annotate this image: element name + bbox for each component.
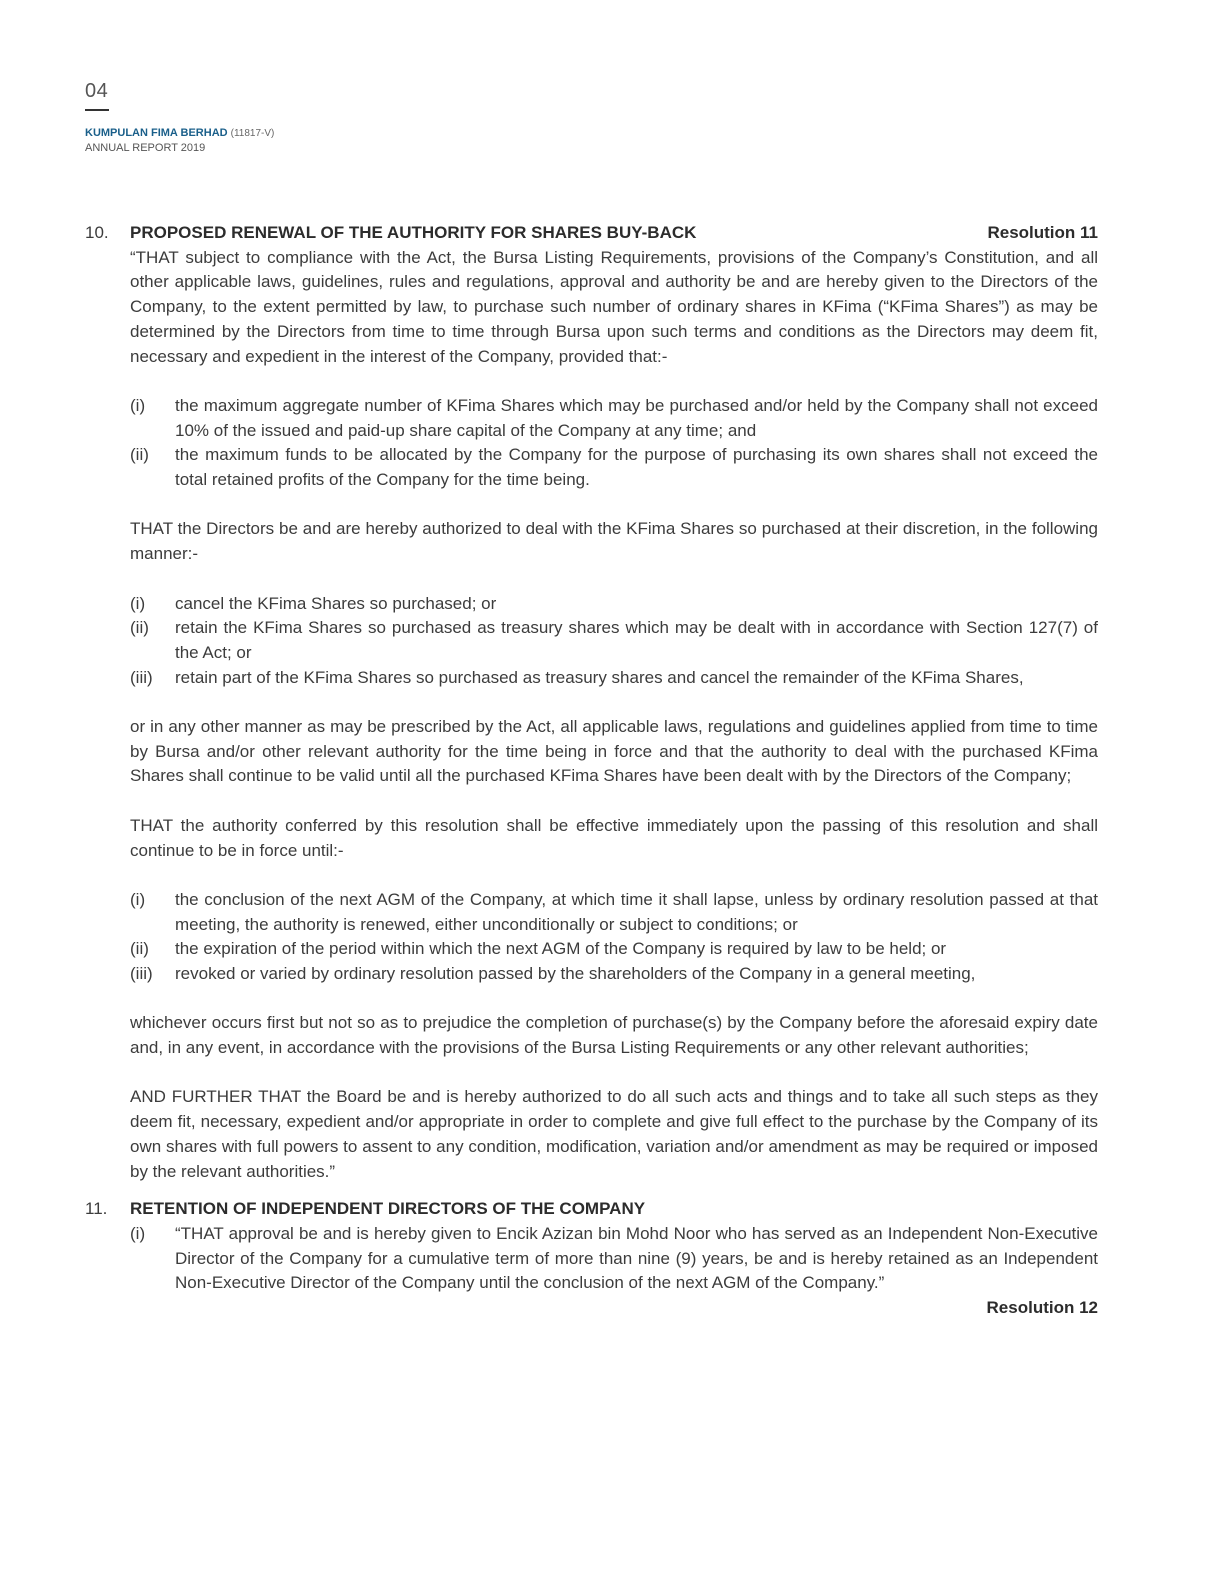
report-title: ANNUAL REPORT 2019 <box>85 142 206 154</box>
list-item-text: retain part of the KFima Shares so purchased as treasury shares and cancel the remainder of the KFima Shares, <box>175 667 1024 687</box>
list-item <box>130 592 1098 617</box>
list-item <box>130 937 1098 962</box>
list-item-number: (i) <box>130 395 146 415</box>
resolution-intro: “THAT subject to compliance with the Act, the Bursa Listing Requirements, provisions of the Company’s Constitution, and all other applicable laws, guidelines, rules and regulations, approval and authority be and are hereby given to the Directors of the Company, to the extent permitted by law, to purchase such number of ordinary shares in KFima (“KFima Shares”) as may be determined by the Directors from time to time through Bursa upon such terms and conditions as the Directors may deem fit, necessary and expedient in the interest of the Company, provided that:- <box>130 247 1098 366</box>
list-item-number: (ii) <box>130 445 149 465</box>
list-item <box>130 616 1098 665</box>
list-item-number: (iii) <box>130 964 153 983</box>
list-item-text: retain the KFima Shares so purchased as treasury shares which may be dealt with in accordance with Section 127(7) of the Act; or <box>175 618 1098 662</box>
item-number: 11. <box>85 1199 108 1219</box>
paragraph: or in any other manner as may be prescribed by the Act, all applicable laws, regulations and guidelines applied from time to time by Bursa and/or other relevant authority for the time being in force and that the authority to deal with the purchased KFima Shares shall continue to be valid until all the purchased KFima Shares have been dealt with by the Directors of the Company; <box>130 717 1098 786</box>
paragraph: THAT the authority conferred by this resolution shall be effective immediately upon the passing of this resolution and shall continue to be in force until:- <box>130 815 1098 860</box>
list-item-text: the expiration of the period within which the next AGM of the Company is required by law to be held; or <box>175 939 947 959</box>
company-name: KUMPULAN FIMA BERHAD <box>85 127 228 139</box>
list-item-number: (ii) <box>130 939 149 959</box>
paragraph: AND FURTHER THAT the Board be and is hereby authorized to do all such acts and things and to take all such steps as they deem fit, necessary, expedient and/or appropriate in order to complete and give full effect to the purchase by the Company of its own shares with full powers to assent to any condition, modification, variation and/or amendment as may be required or imposed by the relevant authorities.” <box>130 1087 1098 1181</box>
item-number: 10. <box>85 223 109 242</box>
list-item-text: the maximum aggregate number of KFima Shares which may be purchased and/or held by the Company shall not exceed 10% of the issued and paid-up share capital of the Company at any time; and <box>175 395 1098 440</box>
item-body <box>130 1197 1098 1321</box>
list-item-number: (i) <box>130 593 146 613</box>
list-item <box>130 443 1098 492</box>
list-item-text: “THAT approval be and is hereby given to Encik Azizan bin Mohd Noor who has served as an Independent Non-Executive Director of the Company for a cumulative term of more than nine (9) years, be and is hereby retained as an Independent Non-Executive Director of the Company until the conclusion of the next AGM of the Company.” <box>175 1224 1098 1293</box>
list-item <box>130 1222 1098 1296</box>
list-item-text: revoked or varied by ordinary resolution passed by the shareholders of the Company in a general meeting, <box>175 964 976 983</box>
paragraph: whichever occurs first but not so as to prejudice the completion of purchase(s) by the Company before the aforesaid expiry date and, in any event, in accordance with the provisions of the Bursa Listing Requirements or any other relevant authorities; <box>130 1013 1098 1058</box>
list-item-number: (ii) <box>130 618 149 638</box>
document-body <box>85 221 1098 1321</box>
item-heading <box>130 221 1098 246</box>
paragraph: THAT the Directors be and are hereby authorized to deal with the KFima Shares so purchased at their discretion, in the following manner:- <box>130 519 1098 564</box>
list-item-text: the conclusion of the next AGM of the Company, at which time it shall lapse, unless by ordinary resolution passed at that meeting, the authority is renewed, either unconditionally or subject to conditions; or <box>175 889 1098 934</box>
list-item <box>130 962 1098 987</box>
report-header <box>85 126 274 155</box>
resolution-label: Resolution 12 <box>986 1298 1098 1318</box>
list-item-number: (i) <box>130 1224 146 1243</box>
list-item-number: (iii) <box>130 667 153 687</box>
company-line <box>85 126 274 141</box>
list-item <box>130 666 1098 691</box>
resolution-label: Resolution 11 <box>987 223 1098 242</box>
page-number-rule <box>85 109 109 111</box>
list-item <box>130 394 1098 443</box>
item-title: PROPOSED RENEWAL OF THE AUTHORITY FOR SHARES BUY-BACK <box>130 223 697 242</box>
list-item <box>130 888 1098 937</box>
agenda-item-11 <box>85 1197 1098 1321</box>
list-item-number: (i) <box>130 889 146 909</box>
page-number: 04 <box>85 80 109 102</box>
agenda-item-10 <box>85 221 1098 1184</box>
company-registration: (11817-V) <box>230 128 275 139</box>
item-heading <box>130 1197 1098 1222</box>
item-title: RETENTION OF INDEPENDENT DIRECTORS OF THE COMPANY <box>130 1199 646 1219</box>
item-body <box>130 221 1098 1184</box>
list-item-text: cancel the KFima Shares so purchased; or <box>175 593 497 613</box>
list-item-text: the maximum funds to be allocated by the Company for the purpose of purchasing its own shares shall not exceed the total retained profits of the Company for the time being. <box>175 445 1098 490</box>
